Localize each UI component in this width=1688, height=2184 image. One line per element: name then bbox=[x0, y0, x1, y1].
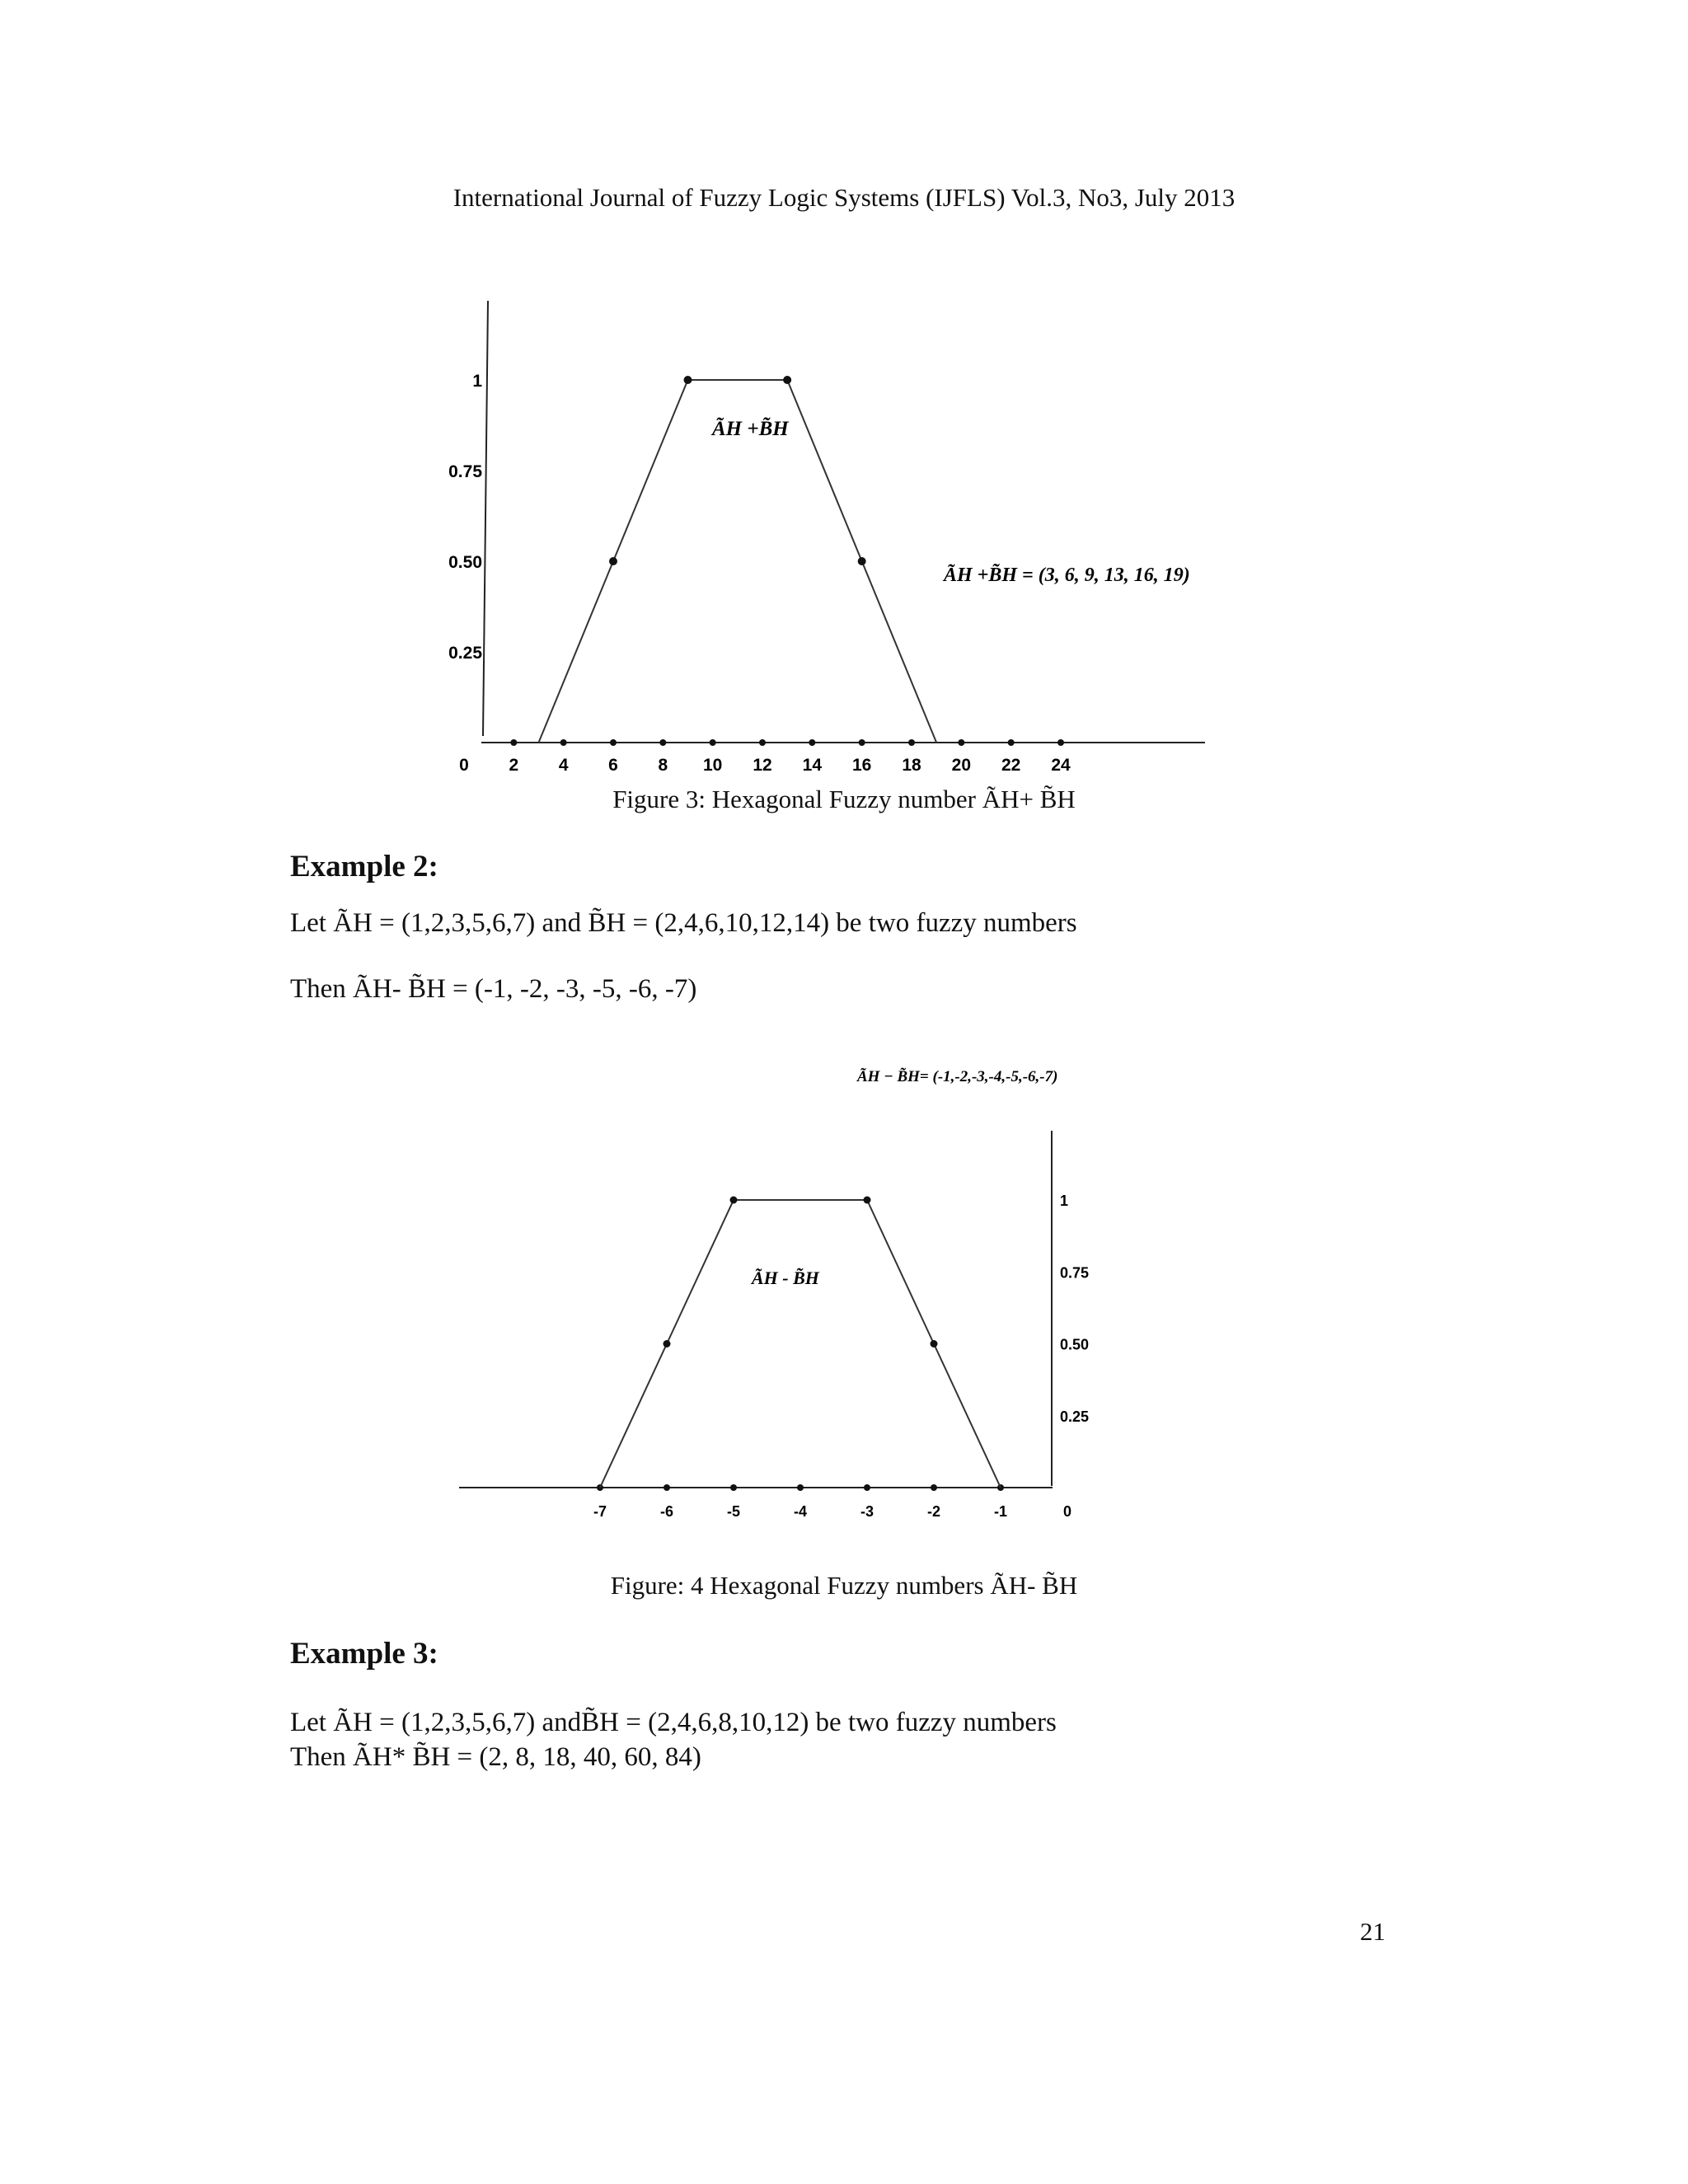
x-axis-dot bbox=[859, 739, 865, 746]
example-3-line-2: Then ÃH* B̃H = (2, 8, 18, 40, 60, 84) bbox=[290, 1742, 701, 1772]
y-axis-line bbox=[483, 301, 488, 736]
x-axis-dot bbox=[958, 739, 964, 746]
series-point bbox=[609, 557, 617, 565]
y-tick-label: 0.25 bbox=[448, 644, 482, 663]
x-tick-label: 18 bbox=[902, 756, 921, 775]
x-tick-label: -5 bbox=[726, 1503, 741, 1520]
example-2-line-2: Then ÃH- B̃H = (-1, -2, -3, -5, -6, -7) bbox=[290, 974, 697, 1004]
series-point bbox=[858, 557, 866, 565]
curve-label: ÃH +B̃H bbox=[712, 418, 789, 440]
x-tick-label: 20 bbox=[951, 756, 972, 775]
x-tick-label: 22 bbox=[1001, 756, 1021, 775]
x-tick-label: 6 bbox=[608, 756, 618, 775]
x-axis-dot bbox=[663, 1484, 670, 1491]
series-point bbox=[663, 1340, 671, 1347]
example-2-line-1: Let ÃH = (1,2,3,5,6,7) and B̃H = (2,4,6,10,12,14) be two fuzzy numbers bbox=[290, 908, 1077, 938]
x-tick-label: -2 bbox=[926, 1503, 941, 1520]
x-axis-dot bbox=[908, 739, 915, 746]
figure-3-chart bbox=[0, 0, 1688, 824]
series-point bbox=[783, 376, 791, 384]
annotation-label: ÃH − B̃H= (-1,-2,-3,-4,-5,-6,-7) bbox=[857, 1068, 1058, 1085]
y-tick-label: 0.50 bbox=[448, 553, 482, 572]
x-axis-dot bbox=[797, 1484, 804, 1491]
figure-4-caption: Figure: 4 Hexagonal Fuzzy numbers ÃH- B̃H bbox=[610, 1571, 1078, 1600]
x-tick-label: 4 bbox=[558, 756, 569, 775]
annotation-label: ÃH +B̃H = (3, 6, 9, 13, 16, 19) bbox=[944, 565, 1190, 586]
x-tick-label: 0 bbox=[459, 756, 469, 775]
x-tick-label: 10 bbox=[702, 756, 723, 775]
x-axis-dot bbox=[610, 739, 617, 746]
series-point bbox=[864, 1197, 871, 1204]
x-axis-dot bbox=[1057, 739, 1064, 746]
curve-label: ÃH - B̃H bbox=[752, 1268, 819, 1288]
x-axis-dot bbox=[659, 739, 666, 746]
figure-3-caption: Figure 3: Hexagonal Fuzzy number ÃH+ B̃H bbox=[612, 785, 1076, 813]
y-tick-label: 0.75 bbox=[1060, 1264, 1090, 1282]
y-tick-label: 1 bbox=[472, 372, 482, 391]
x-axis-dot bbox=[710, 739, 716, 746]
x-axis-dot bbox=[560, 739, 567, 746]
x-tick-label: -6 bbox=[659, 1503, 674, 1520]
example-3-line-1: Let ÃH = (1,2,3,5,6,7) andB̃H = (2,4,6,8,10,12) be two fuzzy numbers bbox=[290, 1708, 1057, 1737]
x-axis-dot bbox=[1008, 739, 1015, 746]
running-head: International Journal of Fuzzy Logic Systems (IJFLS) Vol.3, No3, July 2013 bbox=[452, 183, 1236, 212]
x-axis-dot bbox=[510, 739, 517, 746]
x-tick-label: -7 bbox=[593, 1503, 607, 1520]
y-tick-label: 1 bbox=[1060, 1193, 1069, 1209]
x-axis-dot bbox=[730, 1484, 737, 1491]
series-point bbox=[684, 376, 692, 384]
x-tick-label: 12 bbox=[753, 756, 772, 775]
x-axis-dot bbox=[759, 739, 766, 746]
x-tick-label: 24 bbox=[1051, 756, 1071, 775]
x-tick-label: 2 bbox=[509, 756, 519, 775]
series-point bbox=[730, 1197, 738, 1204]
x-axis-dot bbox=[809, 739, 815, 746]
y-tick-label: 0.75 bbox=[448, 462, 482, 481]
y-tick-label: 0.50 bbox=[1060, 1336, 1090, 1353]
page-number: 21 bbox=[1360, 1917, 1386, 1946]
x-tick-label: 14 bbox=[802, 756, 823, 775]
x-tick-label: 16 bbox=[851, 756, 872, 775]
series-line bbox=[600, 1200, 1001, 1488]
example-2-heading: Example 2: bbox=[290, 850, 438, 883]
example-3-heading: Example 3: bbox=[290, 1637, 438, 1671]
x-tick-label: -4 bbox=[793, 1503, 808, 1520]
figure-4-svg bbox=[0, 1030, 1688, 1566]
x-tick-label: 8 bbox=[658, 756, 668, 775]
x-axis-dot bbox=[864, 1484, 870, 1491]
x-axis-dot bbox=[931, 1484, 937, 1491]
figure-3-svg bbox=[0, 0, 1688, 824]
figure-4-chart bbox=[0, 1030, 1688, 1566]
y-tick-label: 0.25 bbox=[1060, 1408, 1090, 1425]
x-tick-label: -1 bbox=[993, 1503, 1008, 1520]
series-point bbox=[931, 1340, 938, 1347]
x-tick-label: 0 bbox=[1062, 1503, 1072, 1520]
x-tick-label: -3 bbox=[860, 1503, 874, 1520]
